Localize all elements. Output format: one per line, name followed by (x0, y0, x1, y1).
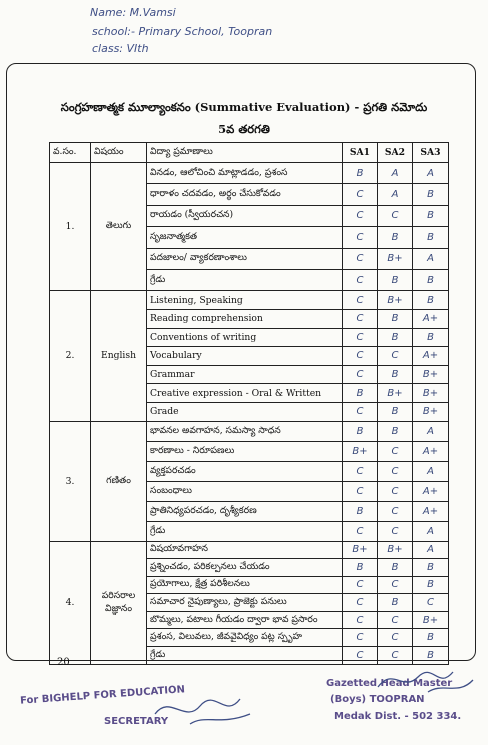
grade-sa1: C (343, 594, 378, 612)
learning-standard: విషయావగాహన (147, 541, 343, 559)
secretary-signature (150, 684, 260, 734)
grade-sa3: A+ (413, 347, 449, 366)
grade-sa2: B (378, 559, 413, 577)
learning-standard: భావనల అవగాహన, సమస్యా సాధన (147, 421, 343, 441)
table-row (50, 421, 449, 441)
grade-sa1: B+ (343, 441, 378, 461)
grade-sa2: C (378, 205, 413, 226)
grade-sa3: A+ (413, 501, 449, 521)
learning-standard: గ్రేడు (147, 521, 343, 541)
grade-sa3: A (413, 461, 449, 481)
grade-sa3: A+ (413, 309, 449, 328)
learning-standard: ప్రశ్నించడం, పరికల్పనలు చేయడం (147, 559, 343, 577)
grade-sa3: A+ (413, 441, 449, 461)
grade-sa1: B (343, 421, 378, 441)
learning-standard: ప్రాతినిధ్యపరచడం, దృశ్యీకరణ (147, 501, 343, 521)
grade-sa2: C (378, 647, 413, 665)
grade-sa2: C (378, 611, 413, 629)
header-sa2: SA2 (378, 143, 413, 163)
secretary-stamp: SECRETARY (104, 716, 169, 727)
learning-standard: సంబంధాలు (147, 481, 343, 501)
grade-sa3: B (413, 227, 449, 248)
learning-standard: బొమ్మలు, పటాలు గీయడం ద్వారా భావ ప్రసారం (147, 611, 343, 629)
grade-sa1: C (343, 576, 378, 594)
grade-sa3: B (413, 647, 449, 665)
page-title: సంగ్రహణాత్మక మూల్యాంకనం (Summative Evaluation) - ప్రగతి నమోదు (60, 100, 428, 114)
grade-sa1: B (343, 163, 378, 184)
handwritten-name: Name: M.Vamsi (90, 6, 176, 19)
headmaster-stamp-line3: Medak Dist. - 502 334. (334, 711, 462, 722)
grade-sa1: C (343, 461, 378, 481)
grade-sa3: B (413, 559, 449, 577)
grade-sa2: B+ (378, 248, 413, 269)
grade-sa2: C (378, 441, 413, 461)
grade-sa1: C (343, 291, 378, 310)
learning-standard: Grade (147, 402, 343, 421)
grade-sa2: C (378, 461, 413, 481)
grade-sa1: C (343, 328, 378, 347)
grade-sa2: B (378, 309, 413, 328)
grade-sa2: B (378, 269, 413, 290)
section-subject: పరిసరాల విజ్ఞానం (91, 541, 147, 664)
handwritten-school: school:- Primary School, Toopran (92, 25, 273, 38)
table-body (50, 163, 449, 665)
grade-sa3: B+ (413, 611, 449, 629)
section-number: 4. (50, 541, 91, 664)
grade-sa2: C (378, 347, 413, 366)
grade-sa1: C (343, 481, 378, 501)
handwritten-class: class: VIth (92, 42, 149, 55)
table-header-row (50, 143, 449, 163)
grade-sa3: B (413, 184, 449, 205)
grade-sa2: A (378, 184, 413, 205)
learning-standard: వినడం, ఆలోచించి మాట్లాడడం, ప్రశంస (147, 163, 343, 184)
learning-standard: ప్రశంస, విలువలు, జీవవైవిధ్యం పట్ల స్పృహ (147, 629, 343, 647)
grade-sa3: C (413, 594, 449, 612)
grade-sa1: C (343, 629, 378, 647)
grade-sa1: B (343, 384, 378, 403)
grade-sa1: C (343, 309, 378, 328)
table-row (50, 163, 449, 184)
grade-sa3: B+ (413, 384, 449, 403)
section-subject: English (91, 291, 147, 421)
grade-sa3: B (413, 291, 449, 310)
grade-sa2: C (378, 629, 413, 647)
grade-sa1: B (343, 559, 378, 577)
grade-sa2: B (378, 421, 413, 441)
grade-sa2: B (378, 365, 413, 384)
grade-sa2: B+ (378, 291, 413, 310)
table-row (50, 541, 449, 559)
grade-sa3: A (413, 163, 449, 184)
learning-standard: వ్యక్తపరచడం (147, 461, 343, 481)
learning-standard: రాయడం (స్వీయరచన) (147, 205, 343, 226)
learning-standard: Reading comprehension (147, 309, 343, 328)
grade-sa2: B+ (378, 541, 413, 559)
learning-standard: Creative expression - Oral & Written (147, 384, 343, 403)
grade-sa3: B (413, 328, 449, 347)
section-number: 3. (50, 421, 91, 541)
learning-standard: ప్రయోగాలు, క్షేత్ర పరిశీలనలు (147, 576, 343, 594)
organisation-stamp: For BIGHELP FOR EDUCATION (19, 684, 186, 707)
grade-sa2: B (378, 328, 413, 347)
grade-sa1: C (343, 647, 378, 665)
grade-sa3: A (413, 541, 449, 559)
page-subtitle: 5వ తరగతి (218, 122, 270, 136)
grade-sa1: C (343, 365, 378, 384)
grade-sa2: B (378, 402, 413, 421)
header-sa3: SA3 (413, 143, 449, 163)
grade-sa3: B+ (413, 365, 449, 384)
header-subject: విషయం (91, 143, 147, 163)
headmaster-stamp-line1: Gazetted Head Master (326, 678, 453, 689)
evaluation-table (49, 142, 449, 665)
learning-standard: సృజనాత్మకత (147, 227, 343, 248)
learning-standard: కారణాలు - నిరూపణలు (147, 441, 343, 461)
table-row (50, 291, 449, 310)
grade-sa2: C (378, 501, 413, 521)
grade-sa2: B (378, 594, 413, 612)
learning-standard: సమాచార నైపుణ్యాలు, ప్రాజెక్టు పనులు (147, 594, 343, 612)
header-standards: విద్యా ప్రమాణాలు (147, 143, 343, 163)
grade-sa3: B+ (413, 402, 449, 421)
section-subject: గణితం (91, 421, 147, 541)
headmaster-stamp-line2: (Boys) TOOPRAN (330, 694, 425, 705)
grade-sa1: B (343, 501, 378, 521)
learning-standard: Vocabulary (147, 347, 343, 366)
grade-sa2: C (378, 481, 413, 501)
header-serial: వ.సం. (50, 143, 91, 163)
headmaster-signature (368, 662, 478, 702)
grade-sa1: C (343, 269, 378, 290)
page-number: 20 (57, 657, 70, 668)
header-sa1: SA1 (343, 143, 378, 163)
learning-standard: Listening, Speaking (147, 291, 343, 310)
grade-sa3: A (413, 421, 449, 441)
grade-sa1: C (343, 205, 378, 226)
grade-sa3: A (413, 521, 449, 541)
grade-sa1: C (343, 184, 378, 205)
learning-standard: Conventions of writing (147, 328, 343, 347)
grade-sa1: C (343, 347, 378, 366)
grade-sa1: C (343, 248, 378, 269)
learning-standard: Grammar (147, 365, 343, 384)
grade-sa1: C (343, 402, 378, 421)
grade-sa1: C (343, 521, 378, 541)
grade-sa2: C (378, 576, 413, 594)
grade-sa2: A (378, 163, 413, 184)
grade-sa1: C (343, 227, 378, 248)
grade-sa1: B+ (343, 541, 378, 559)
learning-standard: ధారాళం చదవడం, అర్థం చేసుకోవడం (147, 184, 343, 205)
grade-sa2: B+ (378, 384, 413, 403)
learning-standard: పదజాలం/ వ్యాకరణాంశాలు (147, 248, 343, 269)
grade-sa2: C (378, 521, 413, 541)
learning-standard: గ్రేడు (147, 647, 343, 665)
section-subject: తెలుగు (91, 163, 147, 291)
grade-sa3: B (413, 269, 449, 290)
grade-sa3: B (413, 576, 449, 594)
grade-sa3: A+ (413, 481, 449, 501)
grade-sa3: B (413, 205, 449, 226)
section-number: 1. (50, 163, 91, 291)
section-number: 2. (50, 291, 91, 421)
grade-sa2: B (378, 227, 413, 248)
grade-sa3: A (413, 248, 449, 269)
grade-sa1: C (343, 611, 378, 629)
grade-sa3: B (413, 629, 449, 647)
learning-standard: గ్రేడు (147, 269, 343, 290)
